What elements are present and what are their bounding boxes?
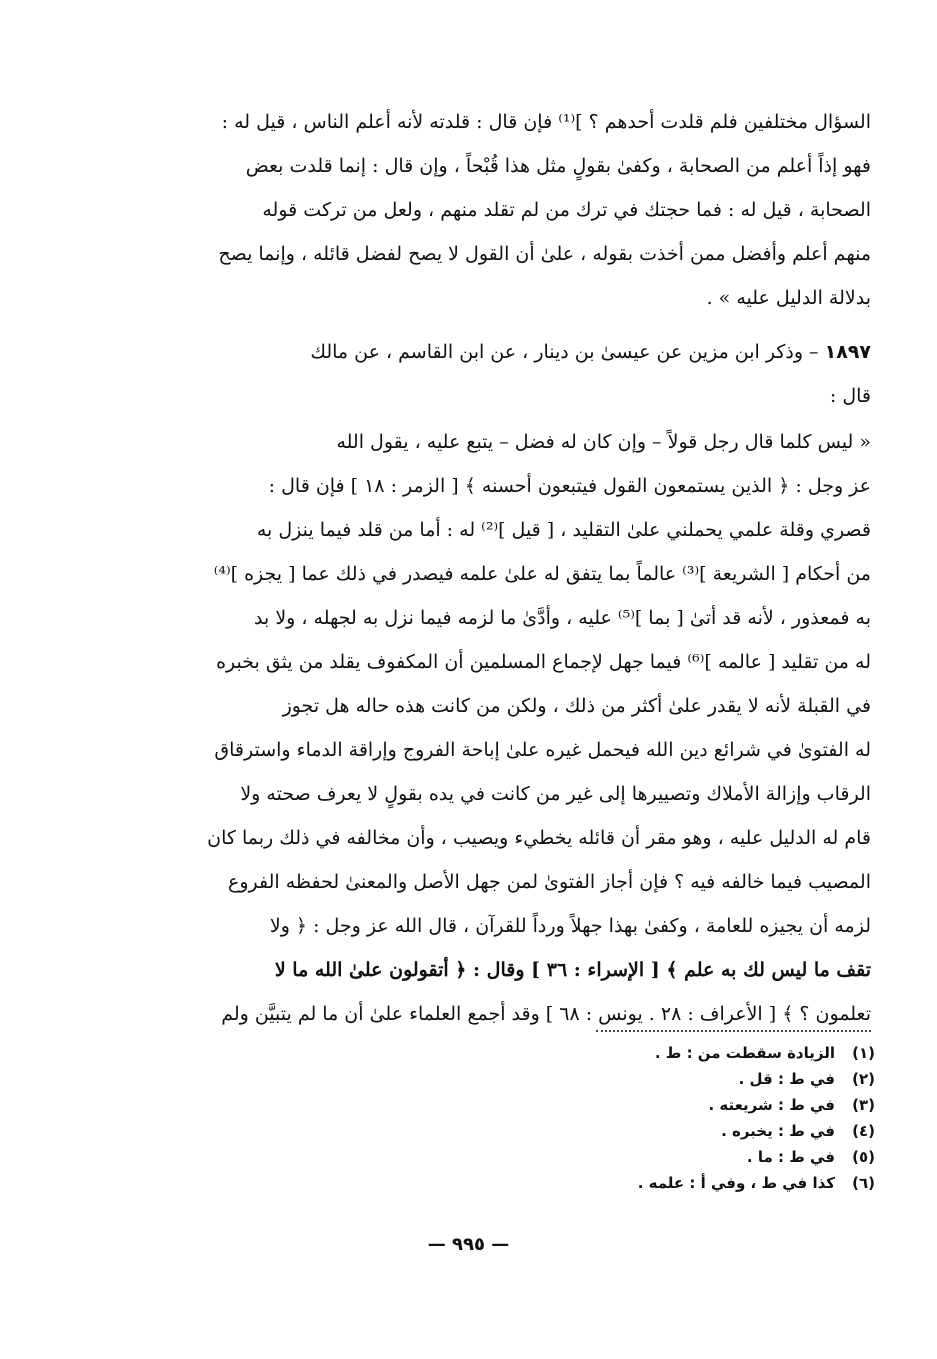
text-line: الصحابة ، قيل له : فما حجتك في ترك من لم تقلد منهم ، ولعل من تركت قوله bbox=[262, 199, 871, 221]
footnote-number: (٤) bbox=[852, 1122, 875, 1140]
text-line: « ليس كلما قال رجل قولاً – وإن كان له فضل – يتبع عليه ، يقول الله bbox=[336, 431, 871, 453]
page-number: — ٩٩٥ — bbox=[427, 1234, 510, 1255]
footnote bbox=[475, 1170, 875, 1196]
footnote bbox=[475, 1118, 875, 1144]
text-line: في القبلة لأنه لا يقدر علىٰ أكثر من ذلك ، ولكن من كانت هذه حاله هل تجوز bbox=[282, 695, 871, 717]
text-line: به فمعذور ، لأنه قد أتىٰ [ بما ]⁽⁵⁾ عليه ، وأدَّىٰ ما لزمه فيما نزل به لجهله ، ولا بد bbox=[254, 607, 871, 629]
text-line: السؤال مختلفين فلم قلدت أحدهم ؟ ]⁽¹⁾ فإن قال : قلدته لأنه أعلم الناس ، قيل له : bbox=[221, 111, 871, 133]
paragraph-number: ١٨٩٧ bbox=[824, 341, 871, 363]
paragraph-1897 bbox=[57, 330, 871, 418]
footnotes bbox=[475, 1040, 875, 1196]
footnote-number: (١) bbox=[852, 1044, 875, 1062]
text-line: قام له الدليل عليه ، وهو مقر أن قائله يخطيء ويصيب ، وأن مخالفه في ذلك ربما كان bbox=[207, 827, 871, 849]
footnote bbox=[475, 1066, 875, 1092]
footnote-text: في ط : قل . bbox=[738, 1070, 835, 1088]
footnote-divider bbox=[596, 1030, 871, 1032]
text-line: بدلالة الدليل عليه » . bbox=[706, 287, 871, 309]
footnote-number: (٥) bbox=[852, 1148, 875, 1166]
footnote-text: الزيادة سقطت من : ط . bbox=[654, 1044, 835, 1062]
paragraph-1 bbox=[57, 100, 871, 320]
footnote-text: في ط : ما . bbox=[746, 1148, 835, 1166]
paragraph-line-text: – وذكر ابن مزين عن عيسىٰ بن دينار ، عن ابن القاسم ، عن مالك bbox=[310, 341, 819, 363]
paragraph-quote bbox=[57, 420, 871, 1036]
text-line: عز وجل : ﴿ الذين يستمعون القول فيتبعون أحسنه ﴾ [ الزمر : ١٨ ] فإن قال : bbox=[268, 475, 871, 497]
footnote-number: (٢) bbox=[852, 1070, 875, 1088]
text-line: قصري وقلة علمي يحملني علىٰ التقليد ، [ قيل ]⁽²⁾ له : أما من قلد فيما ينزل به bbox=[256, 519, 871, 541]
text-line: من أحكام [ الشريعة ]⁽³⁾ عالماً بما يتفق له علىٰ علمه فيصدر في ذلك عما [ يجزه ]⁽⁴⁾ bbox=[213, 563, 871, 585]
footnote-number: (٣) bbox=[852, 1096, 875, 1114]
footnote bbox=[475, 1092, 875, 1118]
text-line: تقف ما ليس لك به علم ﴾ [ الإسراء : ٣٦ ] وقال : ﴿ أتقولون علىٰ الله ما لا bbox=[274, 959, 871, 981]
text-line: تعلمون ؟ ﴾ [ الأعراف : ٢٨ . يونس : ٦٨ ] وقد أجمع العلماء علىٰ أن ما لم يتبيَّن ولم bbox=[221, 1003, 871, 1025]
text-line: المصيب فيما خالفه فيه ؟ فإن أجاز الفتوىٰ لمن جهل الأصل والمعنىٰ لحفظه الفروع bbox=[228, 871, 871, 893]
footnote-number: (٦) bbox=[852, 1174, 875, 1192]
footnote bbox=[475, 1144, 875, 1170]
text-line: له من تقليد [ عالمه ]⁽⁶⁾ فيما جهل لإجماع المسلمين أن المكفوف يقلد من يثق بخبره bbox=[216, 651, 871, 673]
text-line: منهم أعلم وأفضل ممن أخذت بقوله ، علىٰ أن القول لا يصح لفضل قائله ، وإنما يصح bbox=[218, 243, 871, 265]
text-line: قال : bbox=[829, 385, 871, 407]
text-line bbox=[57, 330, 871, 374]
text-line: الرقاب وإزالة الأملاك وتصييرها إلى غير من كانت في يده بقولٍ لا يعرف صحته ولا bbox=[240, 783, 871, 805]
text-line: له الفتوىٰ في شرائع دين الله فيحمل غيره علىٰ إباحة الفروج وإراقة الدماء واسترقاق bbox=[214, 739, 871, 761]
footnote-text: كذا في ط ، وفي أ : علمه . bbox=[637, 1174, 835, 1192]
text-line: فهو إذاً أعلم من الصحابة ، وكفىٰ بقولٍ مثل هذا قُبْحاً ، وإن قال : إنما قلدت بعض bbox=[245, 155, 871, 177]
footnote bbox=[475, 1040, 875, 1066]
text-line: لزمه أن يجيزه للعامة ، وكفىٰ بهذا جهلاً ورداً للقرآن ، قال الله عز وجل : ﴿ ولا bbox=[269, 915, 871, 937]
footnote-text: في ط : يخبره . bbox=[721, 1122, 835, 1140]
footnote-text: في ط : شريعته . bbox=[708, 1096, 835, 1114]
